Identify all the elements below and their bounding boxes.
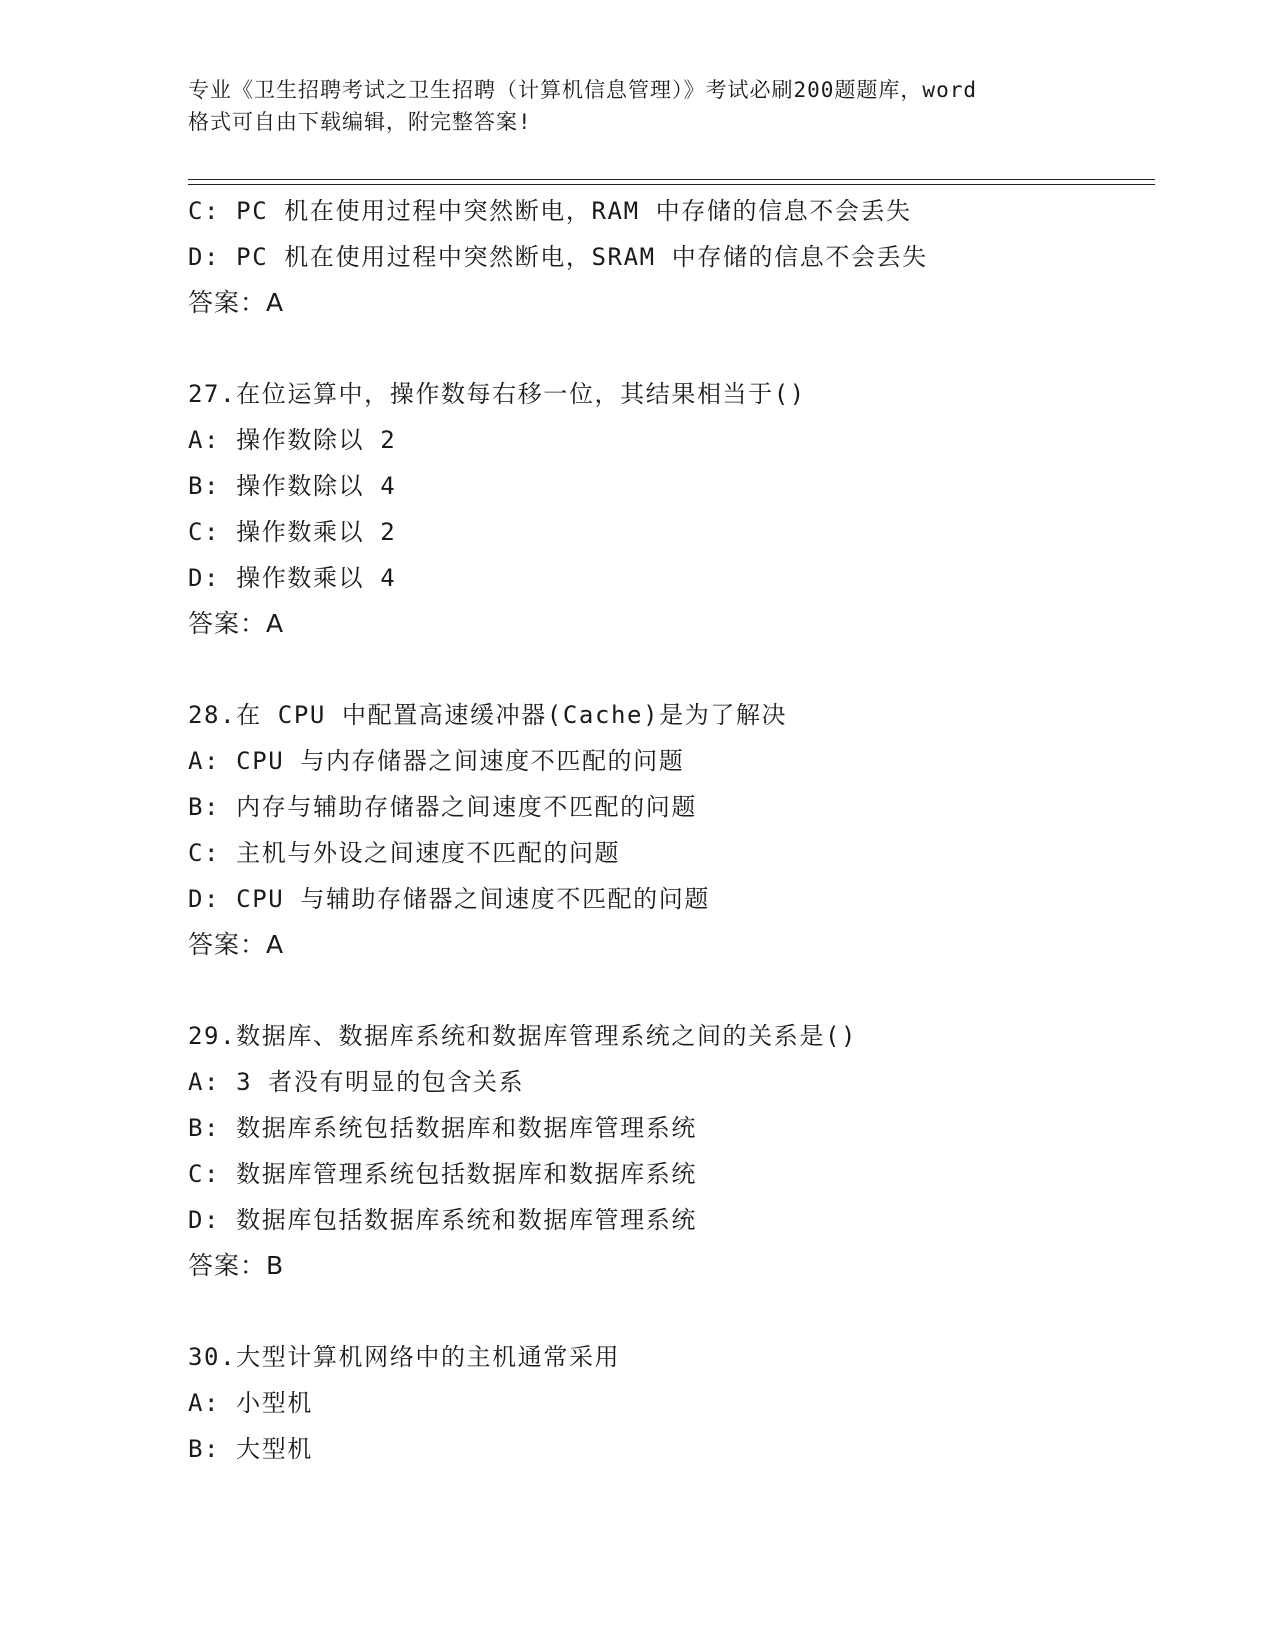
option-d: D: 数据库包括数据库系统和数据库管理系统 bbox=[188, 1206, 697, 1234]
option-c: C: PC 机在使用过程中突然断电，RAM 中存储的信息不会丢失 bbox=[188, 197, 912, 225]
option-c: C: 主机与外设之间速度不匹配的问题 bbox=[188, 839, 621, 867]
question-26-continued bbox=[188, 188, 1148, 326]
question-text: 29.数据库、数据库系统和数据库管理系统之间的关系是() bbox=[188, 1022, 858, 1050]
option-d: D: 操作数乘以 4 bbox=[188, 564, 397, 592]
option-a: A: 小型机 bbox=[188, 1389, 313, 1417]
option-b: B: 大型机 bbox=[188, 1435, 313, 1463]
header-divider-bottom bbox=[188, 184, 1155, 185]
option-d: D: PC 机在使用过程中突然断电，SRAM 中存储的信息不会丢失 bbox=[188, 243, 928, 271]
header-title-line-2: 格式可自由下载编辑，附完整答案! bbox=[188, 110, 532, 134]
answer-line: 答案：A bbox=[188, 288, 285, 317]
option-d: D: CPU 与辅助存储器之间速度不匹配的问题 bbox=[188, 885, 710, 913]
header-divider-top bbox=[188, 179, 1155, 180]
option-c: C: 数据库管理系统包括数据库和数据库系统 bbox=[188, 1160, 697, 1188]
question-text: 28.在 CPU 中配置高速缓冲器(Cache)是为了解决 bbox=[188, 701, 788, 729]
question-30 bbox=[188, 1334, 1148, 1472]
page-header bbox=[188, 74, 1088, 138]
option-b: B: 数据库系统包括数据库和数据库管理系统 bbox=[188, 1114, 697, 1142]
answer-line: 答案：A bbox=[188, 930, 285, 959]
question-text: 27.在位运算中，操作数每右移一位，其结果相当于() bbox=[188, 380, 806, 408]
option-a: A: CPU 与内存储器之间速度不匹配的问题 bbox=[188, 747, 685, 775]
spacer bbox=[188, 647, 1148, 692]
question-list bbox=[188, 188, 1148, 1472]
option-a: A: 3 者没有明显的包含关系 bbox=[188, 1068, 525, 1096]
option-b: B: 内存与辅助存储器之间速度不匹配的问题 bbox=[188, 793, 697, 821]
spacer bbox=[188, 326, 1148, 371]
spacer bbox=[188, 968, 1148, 1013]
option-a: A: 操作数除以 2 bbox=[188, 426, 397, 454]
option-b: B: 操作数除以 4 bbox=[188, 472, 397, 500]
answer-line: 答案：B bbox=[188, 1251, 285, 1280]
spacer bbox=[188, 1289, 1148, 1334]
question-27 bbox=[188, 371, 1148, 647]
question-29 bbox=[188, 1013, 1148, 1289]
answer-line: 答案：A bbox=[188, 609, 285, 638]
question-28 bbox=[188, 692, 1148, 968]
header-title-line-1: 专业《卫生招聘考试之卫生招聘（计算机信息管理）》考试必刷200题题库，word bbox=[188, 78, 977, 102]
option-c: C: 操作数乘以 2 bbox=[188, 518, 397, 546]
question-text: 30.大型计算机网络中的主机通常采用 bbox=[188, 1343, 621, 1371]
